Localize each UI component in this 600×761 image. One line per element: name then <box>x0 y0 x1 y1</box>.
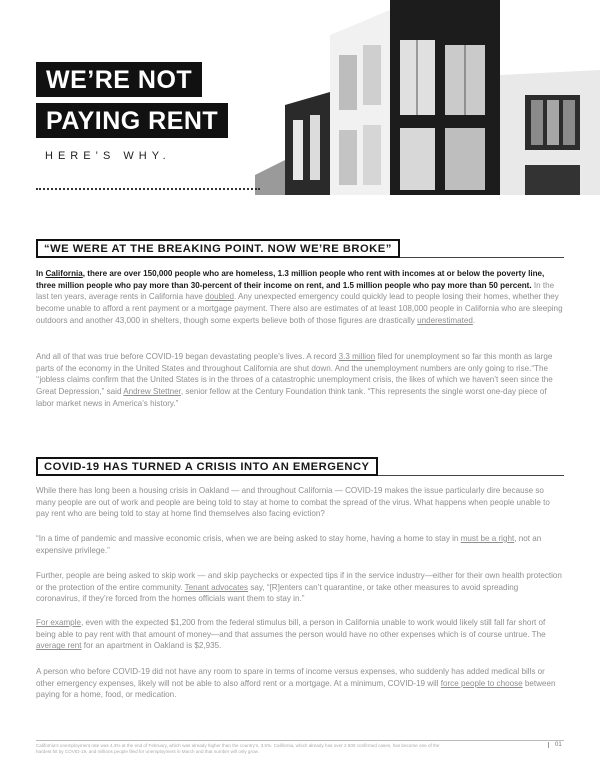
dotted-divider <box>36 188 260 190</box>
p2-text-a: And all of that was true before COVID-19 began devastating people’s lives. A record <box>36 352 339 361</box>
p1-text-b: . Any unexpected emergency could quickly lead to people losing their homes, whether they become unable to afford a rent payment or a mortgage payment. There also are estimates of at least 108,000 people in California who are sleeping outdoors and another 43,000 in shelters, though some experts believe both of those figures are drastically <box>36 292 563 325</box>
section2-heading <box>36 456 564 476</box>
p2-text-c: , senior fellow at the Century Foundation think tank. “This represents the single worst one-day piece of labor market news in America’s history.” <box>36 387 547 408</box>
s2p2-text-a: “In a time of pandemic and massive economic crisis, when we are being asked to stay home, having a home to stay in <box>36 534 461 543</box>
s2p4-text-a: , even with the expected $1,200 from the federal stimulus bill, a person in California unable to work would likely still fall far short of being able to pay rent with that amount of money—and that assumes the person would have no other expenses which is of course untrue. The <box>36 618 546 639</box>
footnote: California’s unemployment rate was 4.3% at the end of February, which was already higher than the country’s, 3.5%. California, which already has over 2 500 confirmed cases, has become one of the hardest hit by COVID-19, and millions people filed for unemployment in March and that number will only grow. <box>36 743 440 754</box>
s2p3-text-a: Further, people are being asked to skip work — and skip paychecks or expected tips if in the service industry—either for their own health protection or the protection of the entire community. <box>36 571 562 592</box>
section2-heading-text: COVID-19 HAS TURNED A CRISIS INTO AN EMERGENCY <box>36 457 378 476</box>
section2-paragraph-1: While there has long been a housing crisis in Oakland — and throughout California — COVID-19 makes the issue particularly dire because so many people are out of work and people are being told to stay at home to combat the spread of the virus. What happens when people unable to pay rent who are being told to stay at home find themselves also facing eviction? <box>36 486 550 519</box>
link-must-be-a-right[interactable]: must be a right <box>460 534 515 543</box>
p1-text-a: In the last ten years, average rents in California have <box>36 280 555 302</box>
section2-paragraph-4 <box>36 617 564 652</box>
link-california[interactable]: California <box>45 269 83 278</box>
section2-paragraph-3 <box>36 570 564 605</box>
p1-bold: , there are over 150,000 people who are homeless, 1.3 million people who rent with incomes at or below the poverty line, three million people who pay more than 30-percent of their income on rent, and 1.5 million people who pay more than 50 percent. <box>36 269 545 290</box>
footer-divider <box>36 740 564 741</box>
title-line-2: PAYING RENT <box>36 103 228 138</box>
section1-heading <box>36 238 564 258</box>
link-andrew-stettner[interactable]: Andrew Stettner <box>123 387 181 397</box>
page-number: 01 <box>548 742 562 748</box>
title-block <box>36 62 228 162</box>
subtitle: HERE’S WHY. <box>45 150 171 162</box>
link-average-rent[interactable]: average rent <box>36 641 82 651</box>
link-doubled[interactable]: doubled <box>205 292 234 302</box>
s2p3-text-b: say, “[R]enters can’t quarantine, or take other measures to avoid spreading coronavirus, if they’re forced from the homes officials want them to stay in.” <box>36 582 519 604</box>
section2-paragraph-5 <box>36 666 564 701</box>
section1-paragraph-1 <box>36 268 564 327</box>
section1-paragraph-2 <box>36 351 564 410</box>
link-underestimated[interactable]: underestimated <box>417 315 473 325</box>
link-force-people-to-choose[interactable]: force people to choose <box>440 678 523 688</box>
title-line-1: WE’RE NOT <box>36 62 202 97</box>
s2p4-text-b: for an apartment in Oakland is $2,935. <box>81 641 222 651</box>
p2-text-b: filed for unemployment so far this month as large parts of the economy in the United States and throughout California are shut down. And the unemployment numbers are only going to rise.“The ‘‘jobless claims confirm that the United States is in the throes of a catastrophic unemployment crisis, the likes of which we haven’t seen since the Great Depression,” said <box>36 352 553 397</box>
section2-paragraph-2 <box>36 533 564 556</box>
hero-header <box>0 0 600 195</box>
link-for-example[interactable]: For example <box>36 618 81 627</box>
s2p5-text-a: A person who before COVID-19 did not have any room to spare in terms of income versus expenses, who suddenly has added medical bills or other emergency expenses, likely will not be able to also afford rent or a mortgage. At a minimum, COVID-19 will <box>36 667 545 688</box>
link-tenant-advocates[interactable]: Tenant advocates <box>184 582 249 592</box>
building-photo <box>255 0 600 195</box>
link-3-3-million[interactable]: 3.3 million <box>338 352 376 361</box>
p1-end: . <box>472 315 476 325</box>
s2p5-text-b: between paying for a home, food, or medication. <box>36 678 556 700</box>
s2p2-text-b: , not an expensive privilege.” <box>36 534 542 555</box>
section1-heading-text: “WE WERE AT THE BREAKING POINT. NOW WE’RE BROKE” <box>36 239 400 258</box>
p1-lead: In <box>36 269 46 278</box>
